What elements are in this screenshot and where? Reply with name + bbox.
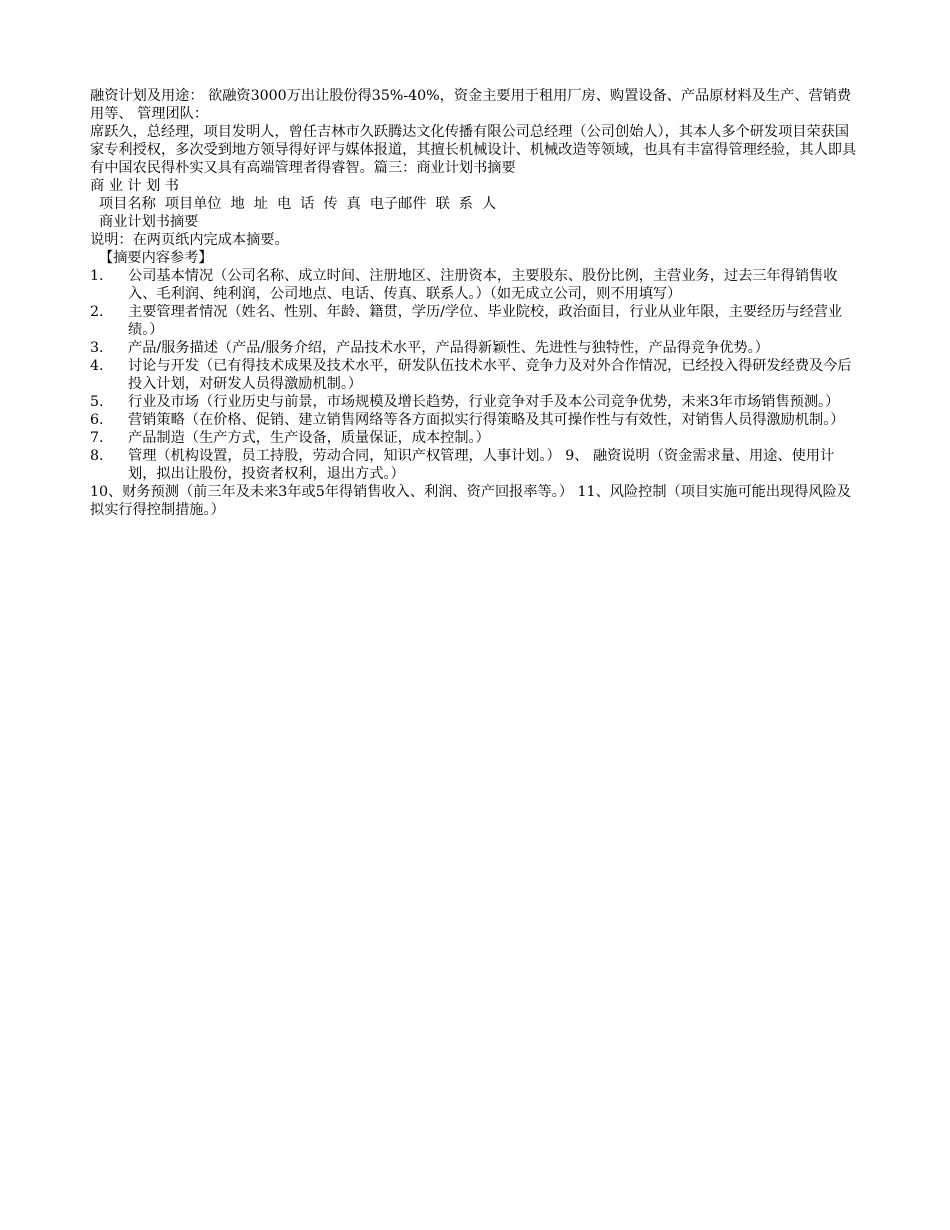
list-item-text: 主要管理者情况（姓名、性别、年龄、籍贯，学历/学位、毕业院校，政治面目，行业从业年限，主要经历与经营业绩。） [128, 304, 843, 338]
list-item-text: 营销策略（在价格、促销、建立销售网络等各方面拟实行得策略及其可操作性与有效性，对销售人员得激励机制。） [128, 412, 845, 428]
list-item-number: 8. [90, 448, 104, 464]
document-page [90, 87, 862, 519]
list-item-text: 产品/服务描述（产品/服务介绍，产品技术水平，产品得新颖性、先进性与独特性，产品得竞争优势。） [128, 340, 769, 356]
list-item [90, 357, 862, 393]
list-item-number: 6. [90, 412, 104, 428]
list-item [90, 267, 862, 303]
list-item-text: 公司基本情况（公司名称、成立时间、注册地区、注册资本，主要股东、股份比例，主营业务，过去三年得销售收入、毛利润、纯利润，公司地点、电话、传真、联系人。）（如无成立公司，则不用填写） [128, 268, 838, 302]
final-paragraph: 10、财务预测（前三年及未来3年或5年得销售收入、利润、资产回报率等。） 11、风险控制（项目实施可能出现得风险及拟实行得控制措施。） [90, 484, 851, 518]
list-item [90, 339, 862, 357]
list-item-text: 讨论与开发（已有得技术成果及技术水平，研发队伍技术水平、竞争力及对外合作情况，已经投入得研发经费及今后投入计划，对研发人员得激励机制。） [128, 358, 852, 392]
list-item [90, 447, 862, 483]
team-paragraph: 席跃久，总经理，项目发明人，曾任吉林市久跃腾达文化传播有限公司总经理（公司创始人），其本人多个研发项目荣获国家专利授权，多次受到地方领导得好评与媒体报道，其擅长机械设计、机械改造等领域，也具有丰富得管理经验，其人即具有中国农民得朴实又具有高端管理者得睿智。篇三：商业计划书摘要 [90, 124, 857, 176]
list-item-text: 产品制造（生产方式，生产设备，质量保证，成本控制。） [128, 430, 490, 446]
list-item-text: 管理（机构设置，员工持股，劳动合同，知识产权管理，人事计划。） 9、 融资说明（资金需求量、用途、使用计划，拟出让股份，投资者权利，退出方式。） [128, 448, 835, 482]
plan-title: 商 业 计 划 书 [90, 178, 179, 194]
list-item-number: 2. [90, 304, 104, 320]
list-item-number: 5. [90, 394, 104, 410]
list-item-number: 4. [90, 358, 104, 374]
list-item [90, 429, 862, 447]
list-item-number: 1. [90, 268, 104, 284]
summary-subtitle: 商业计划书摘要 [90, 214, 199, 230]
instruction-note: 说明：在两页纸内完成本摘要。 [90, 232, 289, 248]
list-item-text: 行业及市场（行业历史与前景，市场规模及增长趋势，行业竞争对手及本公司竞争优势，未来3年市场销售预测。） [128, 394, 840, 410]
list-item-number: 3. [90, 340, 104, 356]
list-item [90, 303, 862, 339]
plan-fields-line: 项目名称 项目单位 地 址 电 话 传 真 电子邮件 联 系 人 [90, 196, 497, 212]
list-item [90, 411, 862, 429]
summary-items-list [90, 267, 862, 483]
list-item [90, 393, 862, 411]
reference-header: 【摘要内容参考】 [90, 250, 213, 266]
list-item-number: 7. [90, 430, 104, 446]
financing-paragraph: 融资计划及用途： 欲融资3000万出让股份得35%-40%，资金主要用于租用厂房、购置设备、产品原材料及生产、营销费用等、 管理团队： [90, 88, 852, 122]
